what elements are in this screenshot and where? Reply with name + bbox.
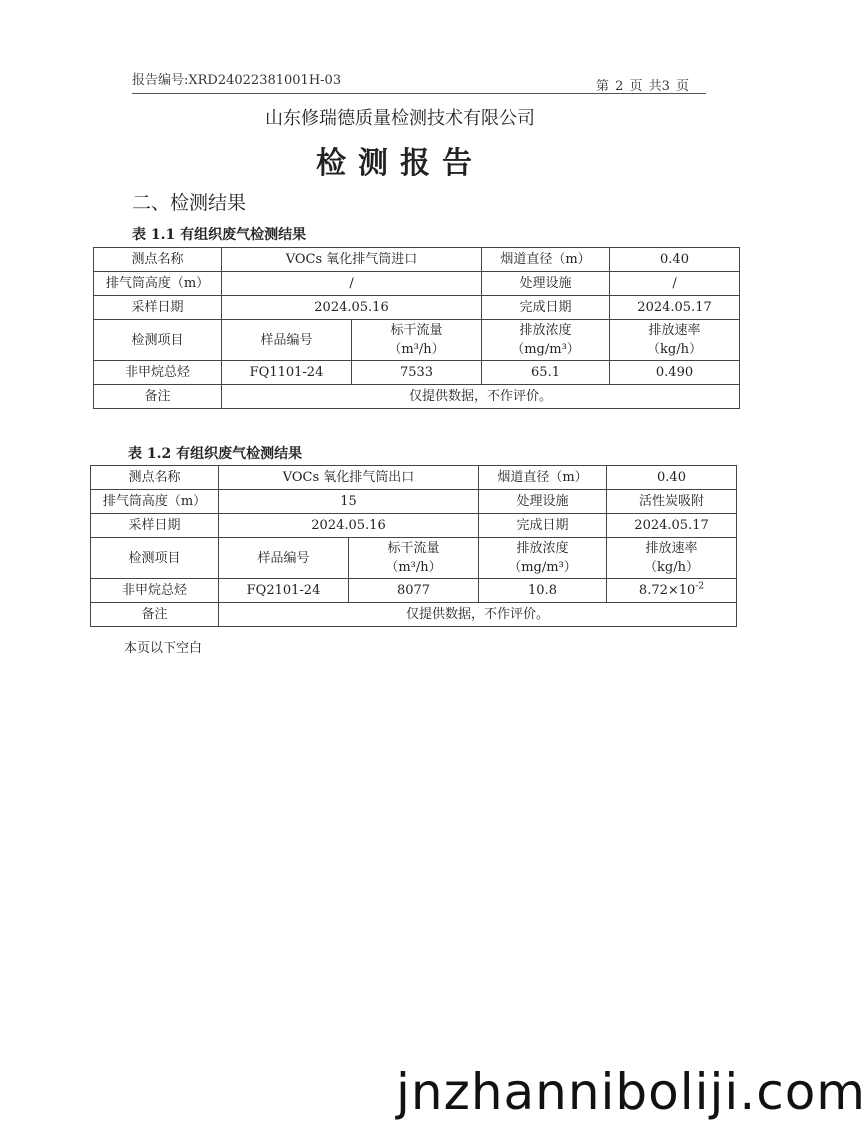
col-flow-unit: （m³/h） (388, 342, 445, 357)
finish-date-value: 2024.05.17 (610, 296, 740, 320)
report-title: 检测报告 (316, 146, 484, 181)
remark-value: 仅提供数据，不作评价。 (222, 385, 740, 409)
row-conc: 65.1 (482, 361, 610, 385)
row-rate-base: 8.72×10 (638, 583, 696, 598)
table-2 (90, 465, 737, 627)
section-heading: 二、检测结果 (132, 192, 247, 214)
col-item: 检测项目 (91, 538, 219, 579)
facility-label: 处理设施 (479, 490, 607, 514)
diameter-label: 烟道直径（m） (482, 248, 610, 272)
height-label: 排气筒高度（m） (91, 490, 219, 514)
diameter-value: 0.40 (610, 248, 740, 272)
row-item: 非甲烷总烃 (91, 579, 219, 603)
facility-value: / (610, 272, 740, 296)
height-value: 15 (219, 490, 479, 514)
col-rate-unit: （kg/h） (644, 560, 699, 575)
sample-date-value: 2024.05.16 (219, 514, 479, 538)
table-1-caption: 表 1.1 有组织废气检测结果 (132, 227, 307, 243)
col-flow (349, 538, 479, 579)
row-rate: 0.490 (610, 361, 740, 385)
row-conc: 10.8 (479, 579, 607, 603)
col-conc (479, 538, 607, 579)
row-flow: 8077 (349, 579, 479, 603)
table-1 (93, 247, 740, 409)
col-conc-unit: （mg/m³） (508, 560, 577, 575)
diameter-label: 烟道直径（m） (479, 466, 607, 490)
table-row (91, 603, 737, 627)
col-rate-unit: （kg/h） (647, 342, 702, 357)
col-item: 检测项目 (94, 320, 222, 361)
table-row (94, 320, 740, 361)
height-value: / (222, 272, 482, 296)
col-conc-unit: （mg/m³） (511, 342, 580, 357)
point-label: 测点名称 (94, 248, 222, 272)
table-row (91, 490, 737, 514)
point-value: VOCs 氧化排气筒进口 (222, 248, 482, 272)
table-row (94, 361, 740, 385)
finish-date-value: 2024.05.17 (607, 514, 737, 538)
col-rate-name: 排放速率 (645, 541, 698, 556)
table-row (91, 466, 737, 490)
page-indicator: 第 2 页 共3 页 (596, 79, 690, 94)
report-number: 报告编号:XRD24022381001H-03 (132, 73, 342, 88)
col-flow (352, 320, 482, 361)
header-divider (132, 93, 706, 94)
row-rate (607, 579, 737, 603)
col-rate-name: 排放速率 (648, 323, 701, 338)
sample-date-label: 采样日期 (91, 514, 219, 538)
facility-label: 处理设施 (482, 272, 610, 296)
col-flow-name: 标干流量 (390, 323, 443, 338)
col-conc-name: 排放浓度 (519, 323, 572, 338)
table-row (94, 248, 740, 272)
col-conc-name: 排放浓度 (516, 541, 569, 556)
col-flow-unit: （m³/h） (385, 560, 442, 575)
col-flow-name: 标干流量 (387, 541, 440, 556)
col-sample-no: 样品编号 (219, 538, 349, 579)
col-rate (607, 538, 737, 579)
remark-label: 备注 (91, 603, 219, 627)
diameter-value: 0.40 (607, 466, 737, 490)
remark-label: 备注 (94, 385, 222, 409)
point-label: 测点名称 (91, 466, 219, 490)
table-row (91, 538, 737, 579)
table-row (91, 514, 737, 538)
height-label: 排气筒高度（m） (94, 272, 222, 296)
row-sample-no: FQ1101-24 (222, 361, 352, 385)
sample-date-value: 2024.05.16 (222, 296, 482, 320)
col-rate (610, 320, 740, 361)
table-2-caption: 表 1.2 有组织废气检测结果 (128, 446, 303, 462)
company-name: 山东修瑞德质量检测技术有限公司 (265, 108, 535, 129)
col-conc (482, 320, 610, 361)
finish-date-label: 完成日期 (482, 296, 610, 320)
point-value: VOCs 氧化排气筒出口 (219, 466, 479, 490)
row-item: 非甲烷总烃 (94, 361, 222, 385)
col-sample-no: 样品编号 (222, 320, 352, 361)
row-flow: 7533 (352, 361, 482, 385)
blank-below-note: 本页以下空白 (124, 641, 203, 656)
table-row (94, 385, 740, 409)
facility-value: 活性炭吸附 (607, 490, 737, 514)
row-rate-exponent: -2 (695, 581, 705, 592)
table-row (94, 296, 740, 320)
row-sample-no: FQ2101-24 (219, 579, 349, 603)
remark-value: 仅提供数据，不作评价。 (219, 603, 737, 627)
table-row (91, 579, 737, 603)
finish-date-label: 完成日期 (479, 514, 607, 538)
table-row (94, 272, 740, 296)
sample-date-label: 采样日期 (94, 296, 222, 320)
site-watermark: jnzhanniboliji.com (396, 1063, 866, 1121)
